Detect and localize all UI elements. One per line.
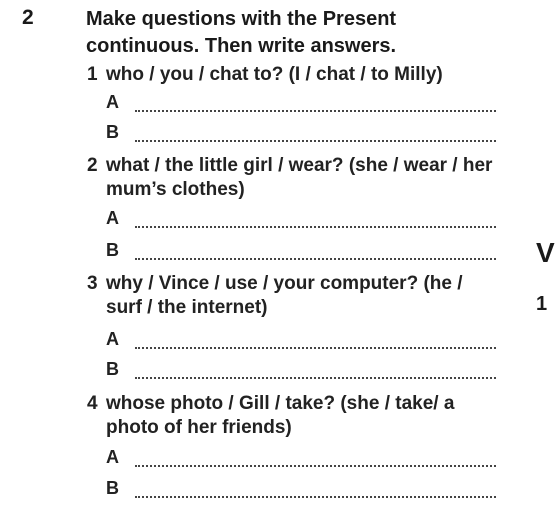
exercise-number: 2 xyxy=(22,6,34,29)
answer-label: B xyxy=(106,240,119,260)
item-prompt: who / you / chat to? (I / chat / to Milly) xyxy=(106,64,443,85)
item-number: 4 xyxy=(87,393,98,414)
answer-line[interactable] xyxy=(135,377,496,379)
item-prompt: whose photo / Gill / take? (she / take/ a photo of her friends) xyxy=(106,393,455,438)
answer-row-a[interactable] xyxy=(106,329,496,353)
answer-row-b[interactable] xyxy=(106,478,496,502)
answer-row-a[interactable] xyxy=(106,208,496,232)
answer-label: A xyxy=(106,329,119,349)
adjacent-column-letter: V xyxy=(536,237,555,268)
answer-label: A xyxy=(106,208,119,228)
answer-line[interactable] xyxy=(135,347,496,349)
answer-line[interactable] xyxy=(135,258,496,260)
item-prompt: why / Vince / use / your computer? (he / surf / the internet) xyxy=(106,273,463,318)
answer-label: B xyxy=(106,478,119,498)
answer-line[interactable] xyxy=(135,496,496,498)
exercise-instruction: Make questions with the Present continuous. Then write answers. xyxy=(86,8,397,57)
answer-row-a[interactable] xyxy=(106,447,496,471)
answer-line[interactable] xyxy=(135,110,496,112)
answer-label: A xyxy=(106,447,119,467)
item-number: 1 xyxy=(87,64,98,85)
answer-row-a[interactable] xyxy=(106,92,496,116)
answer-line[interactable] xyxy=(135,226,496,228)
item-number: 2 xyxy=(87,155,98,176)
answer-row-b[interactable] xyxy=(106,240,496,264)
answer-row-b[interactable] xyxy=(106,359,496,383)
item-prompt: what / the little girl / wear? (she / wear / her mum’s clothes) xyxy=(106,155,493,200)
answer-label: B xyxy=(106,122,119,142)
answer-line[interactable] xyxy=(135,465,496,467)
adjacent-column-number: 1 xyxy=(536,293,548,315)
answer-label: A xyxy=(106,92,119,112)
item-number: 3 xyxy=(87,273,98,294)
answer-line[interactable] xyxy=(135,140,496,142)
answer-label: B xyxy=(106,359,119,379)
answer-row-b[interactable] xyxy=(106,122,496,146)
